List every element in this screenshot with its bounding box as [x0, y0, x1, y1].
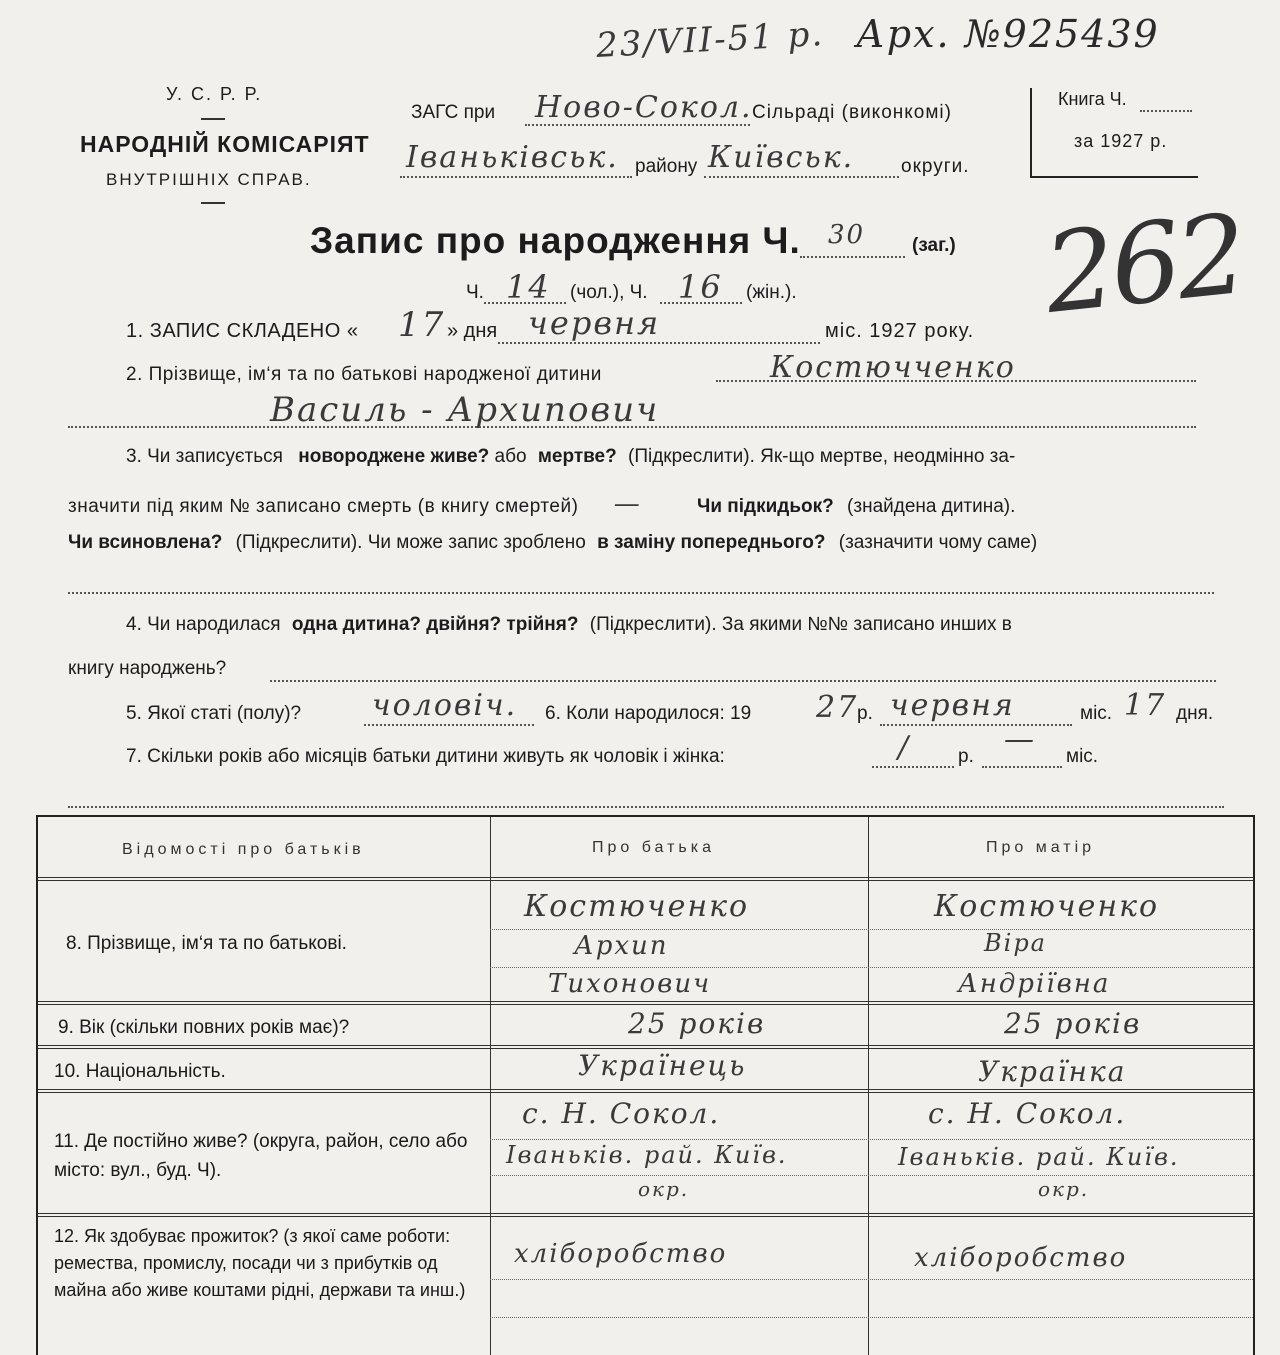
- item1-label: 1. ЗАПИС СКЛАДЕНО «: [126, 320, 359, 342]
- item3-line1-a: 3. Чи записується: [126, 446, 283, 467]
- item3-line3: [68, 532, 1037, 554]
- item3-line2: [68, 489, 1015, 519]
- page-title: Запис про народження Ч.: [310, 220, 801, 261]
- zags-prefix: ЗАГС при: [411, 102, 496, 123]
- item7-months-hw: —: [1004, 722, 1036, 757]
- female-count-label: (жін.).: [746, 282, 797, 303]
- item3-line3-c: в заміну попереднього?: [597, 532, 826, 553]
- row12-label: 12. Як здобуває прожиток? (з якої саме роботи: ремества, промислу, посади чи з прибутків од майна або живе коштами рідні, держави та инш.): [54, 1226, 466, 1300]
- row11-rule: [38, 1213, 1253, 1217]
- item3-line1-b: новороджене живе?: [298, 446, 490, 467]
- row8-father-line1: Костюченко: [524, 889, 750, 924]
- row11-father-line3: окр.: [638, 1177, 690, 1201]
- male-count-prefix: Ч.: [466, 282, 484, 303]
- zags-village-hw: Ново-Сокол.: [535, 90, 753, 125]
- row9-father: 25 років: [628, 1007, 766, 1040]
- row12-father: хліборобство: [514, 1239, 728, 1269]
- item3-line3-b: (Підкреслити). Чи може запис зроблено: [235, 532, 586, 553]
- item6-r-label: р.: [857, 703, 873, 724]
- row8-mother-line2: Віра: [984, 929, 1047, 957]
- item6-month-line: [880, 724, 1072, 726]
- ministry-name: НАРОДНІЙ КОМІСАРІЯТ: [80, 131, 370, 157]
- book-year: за 1927 р.: [1074, 131, 1168, 151]
- item4-blank-line: [270, 680, 1216, 682]
- book-box: [1030, 88, 1198, 178]
- item5-label: 5. Якої статі (полу)?: [126, 703, 302, 724]
- row11-dots-1: [490, 1139, 1253, 1140]
- item6-month-hw: червня: [890, 688, 1015, 723]
- item7-months-line: [982, 766, 1062, 768]
- row11-mother-line3: окр.: [1038, 1177, 1090, 1201]
- item1-mid: » дня: [447, 320, 498, 342]
- row8-mother-line3: Андріївна: [958, 969, 1111, 999]
- zags-district-hw: Іваньківськ.: [406, 140, 619, 175]
- zags-okrug-label: округи.: [901, 156, 970, 177]
- row10-father: Українець: [578, 1049, 747, 1082]
- table-header-info: Відомості про батьків: [122, 841, 365, 858]
- big-record-number: 262: [1038, 190, 1250, 338]
- item3-line1: [126, 446, 1015, 468]
- item3-line2-c: (знайдена дитина).: [847, 496, 1016, 517]
- male-count-hw: 14: [506, 268, 551, 306]
- ministry-divider-bottom: [201, 202, 225, 204]
- item4-line1-a: 4. Чи народилася: [126, 614, 281, 635]
- item3-line1-c: або: [494, 446, 527, 467]
- item6-year-hw: 27: [816, 690, 859, 725]
- item4-line1-c: (Підкреслити). За якими №№ записано инших в: [589, 614, 1012, 635]
- item3-line3-d: (зазначити чому саме): [838, 532, 1038, 553]
- item7-blank-line: [68, 806, 1224, 808]
- row8-dots-1: [490, 929, 1253, 930]
- row8-mother-line1: Костюченко: [934, 889, 1160, 924]
- item4-line2: книгу народжень?: [68, 658, 227, 679]
- item2-surname-hw: Костючченко: [770, 350, 1016, 385]
- female-count-line: [660, 302, 742, 304]
- item2-name-line: [68, 426, 1196, 428]
- parents-table: [36, 815, 1255, 1355]
- zags-district-label: району: [635, 156, 698, 177]
- book-label: Книга Ч.: [1058, 89, 1127, 109]
- female-count-hw: 16: [678, 268, 723, 306]
- item3-line1-e: (Підкреслити). Як-що мертве, неодмінно за-: [628, 446, 1016, 467]
- zags-village-line: [525, 124, 750, 126]
- item1-month-hw: червня: [528, 304, 661, 342]
- row11-father-line1: с. Н. Сокол.: [522, 1097, 721, 1130]
- row11-mother-line1: с. Н. Сокол.: [928, 1097, 1127, 1130]
- row10-rule: [38, 1089, 1253, 1093]
- row10-mother: Українка: [978, 1055, 1127, 1088]
- item2-name-hw: Василь - Архипович: [270, 390, 660, 430]
- item7-label: 7. Скільки років або місяців батьки дитини живуть як чоловік і жінка:: [126, 746, 725, 767]
- item7-years-line: [872, 766, 954, 768]
- zags-okrug-hw: Київськ.: [708, 140, 855, 175]
- row8-rule: [38, 1001, 1253, 1005]
- ministry-sub: ВНУТРІШНІХ СПРАВ.: [106, 170, 312, 189]
- table-col-divider-1: [490, 817, 491, 1355]
- title-suffix: (заг.): [912, 235, 956, 256]
- title-number-line: [800, 256, 905, 258]
- item6-mis-label: міс.: [1080, 703, 1113, 724]
- item2-surname-line: [716, 380, 1196, 382]
- item4-line1-b: одна дитина? двійня? трійня?: [291, 614, 579, 635]
- archive-number: Арх. №925439: [856, 12, 1160, 56]
- table-header-mother: Про матір: [986, 839, 1096, 856]
- item1-day-hw: 17: [398, 305, 446, 345]
- row12-mother: хліборобство: [914, 1243, 1128, 1273]
- item3-line2-dash: —: [613, 489, 642, 519]
- table-header-rule: [38, 877, 1253, 881]
- row9-mother: 25 років: [1004, 1007, 1142, 1040]
- row12-dots-2: [490, 1317, 1253, 1318]
- ministry-divider-top: [201, 118, 225, 120]
- item7-mis-label: міс.: [1066, 746, 1099, 767]
- book-number-line: [1140, 110, 1192, 112]
- row8-dots-2: [490, 967, 1253, 968]
- zags-district-line: [400, 176, 632, 178]
- row11-dots-2: [490, 1175, 1253, 1176]
- item5-sex-line: [364, 724, 534, 726]
- zags-suffix: Сільраді (виконкомі): [752, 102, 952, 123]
- item6-day-label: дня.: [1176, 703, 1214, 724]
- item6-day-hw: 17: [1124, 688, 1167, 723]
- item3-line3-a: Чи всиновлена?: [68, 532, 223, 553]
- republic-label: У. С. Р. Р.: [166, 84, 263, 104]
- title-number-hw: 30: [828, 220, 866, 250]
- item5-sex-hw: чоловіч.: [372, 688, 518, 723]
- male-count-label: (чол.), Ч.: [570, 282, 648, 303]
- table-col-divider-2: [868, 817, 869, 1355]
- item3-line2-a: значити під яким № записано смерть (в книгу смертей): [68, 496, 579, 517]
- row11-label: 11. Де постійно живе? (округа, район, село або місто: вул., буд. Ч).: [54, 1131, 468, 1181]
- row9-label: 9. Вік (скільки повних років має)?: [58, 1017, 350, 1038]
- table-header-father: Про батька: [592, 839, 715, 856]
- item7-r-label: р.: [958, 746, 974, 767]
- item3-line1-d: мертве?: [537, 446, 617, 467]
- row8-father-line2: Архип: [574, 931, 669, 961]
- row8-father-line3: Тихонович: [548, 969, 712, 999]
- item7-years-hw: /: [898, 730, 911, 765]
- item1-suffix: міс. 1927 року.: [825, 320, 975, 342]
- zags-okrug-line: [704, 176, 899, 178]
- item2-label: 2. Прізвище, ім‘я та по батькові народженої дитини: [126, 364, 602, 385]
- item4-line1: [126, 614, 1012, 636]
- row11-father-line2: Іваньків. рай. Київ.: [506, 1141, 788, 1169]
- row8-label: 8. Прізвище, ім‘я та по батькові.: [66, 933, 347, 954]
- item3-blank-line: [68, 592, 1214, 594]
- row11-mother-line2: Іваньків. рай. Київ.: [898, 1143, 1180, 1171]
- item6-label: 6. Коли народилося: 19: [545, 703, 752, 724]
- row12-dots-1: [490, 1279, 1253, 1280]
- item3-line2-b: Чи підкидьок?: [696, 496, 834, 517]
- item1-month-line: [498, 342, 820, 344]
- row10-label: 10. Національність.: [54, 1061, 226, 1082]
- date-scribble: 23/VII-51 р.: [595, 14, 826, 66]
